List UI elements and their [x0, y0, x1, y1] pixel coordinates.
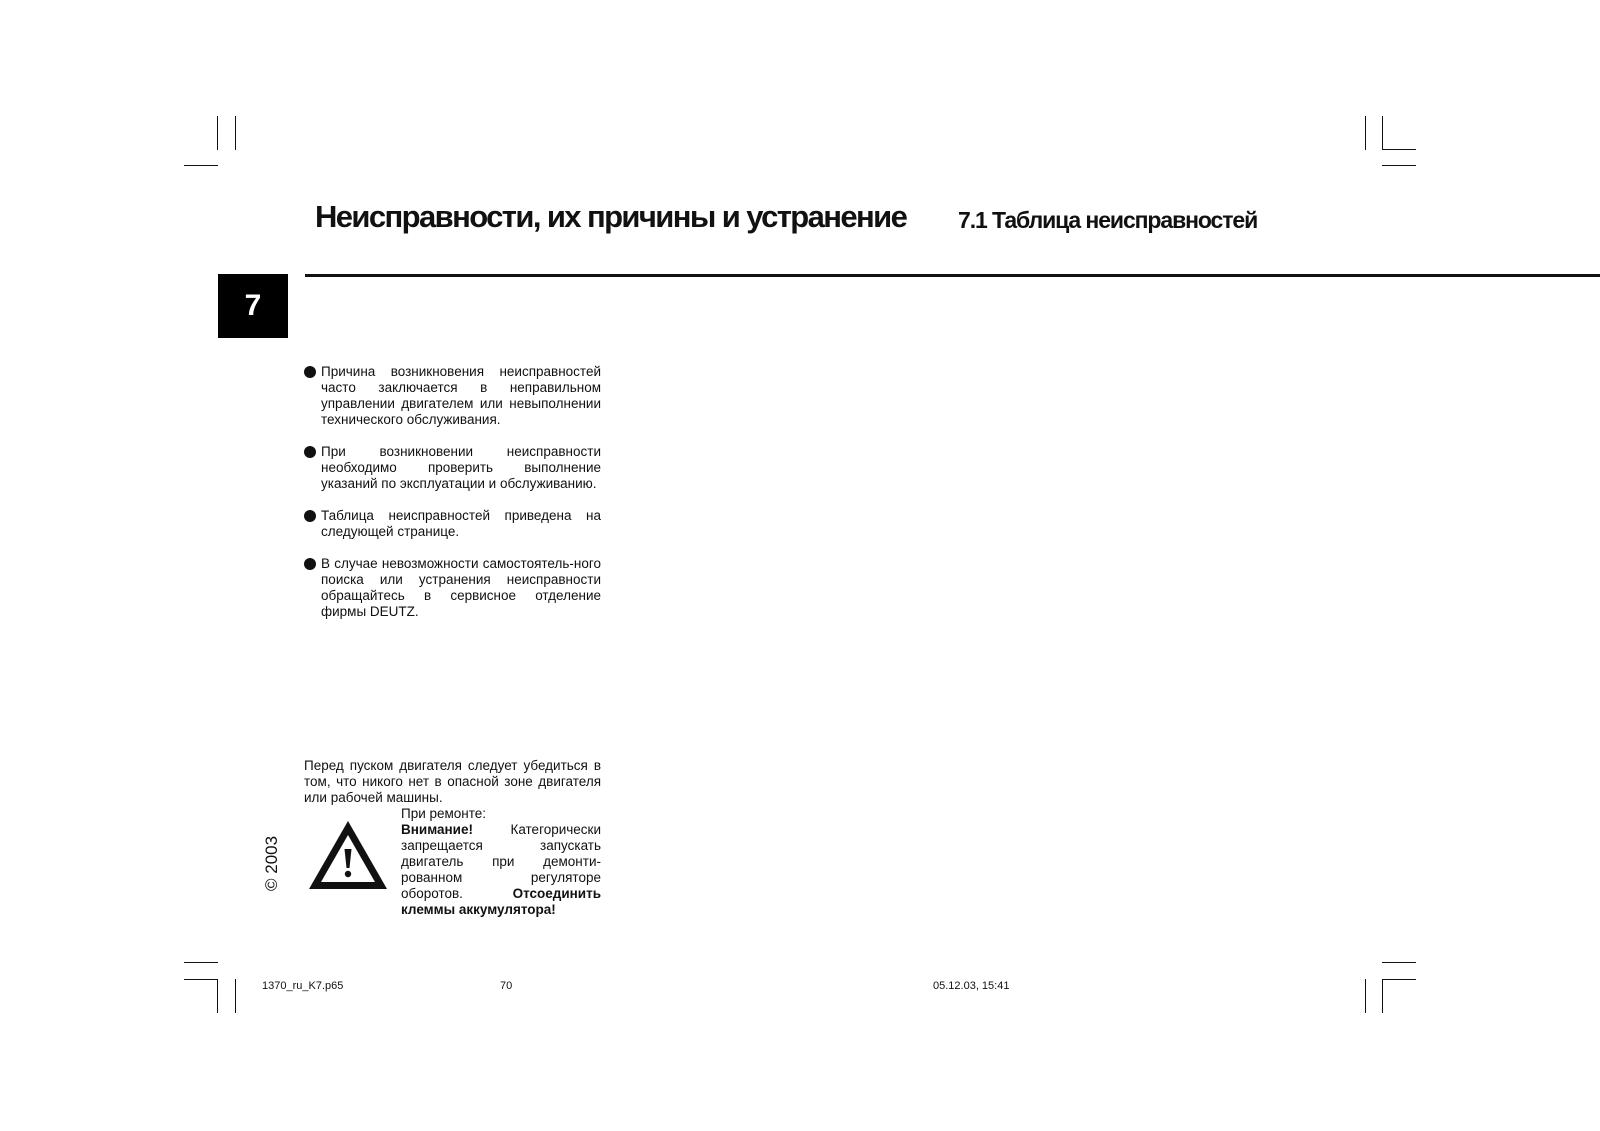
- crop-mark: [217, 979, 218, 1013]
- crop-mark: [217, 116, 218, 150]
- list-item: [304, 556, 601, 620]
- footer-page: 70: [500, 980, 513, 992]
- crop-mark: [184, 962, 218, 963]
- list-item-text: В случае невозможности самостоятель-ного поиска или устранения неисправности обращайтесь в сервисное отделение фирмы DEUTZ.: [321, 556, 601, 619]
- list-item-text: Таблица неисправностей приведена на следующей странице.: [321, 508, 601, 539]
- crop-mark: [1382, 149, 1416, 150]
- crop-mark: [184, 165, 218, 166]
- footer-file: 1370_ru_K7.p65: [262, 980, 344, 992]
- crop-mark: [1365, 979, 1366, 1013]
- crop-mark: [1382, 116, 1383, 150]
- copyright: © 2003: [262, 835, 281, 891]
- warning-message: Категорически запрещается запускать двигатель при демонти-рованном регуляторе оборотов.: [401, 822, 601, 901]
- warning-intro: Перед пуском двигателя следует убедиться в том, что никого нет в опасной зоне двигателя или рабочей машины.: [304, 758, 601, 805]
- section-title: 7.1 Таблица неисправностей: [958, 207, 1258, 233]
- bullet-icon: [304, 446, 316, 458]
- footer-datetime: 05.12.03, 15:41: [933, 980, 1010, 992]
- crop-mark: [1382, 962, 1416, 963]
- warning-text: [401, 806, 601, 918]
- bullet-icon: [304, 510, 316, 522]
- list-item: [304, 508, 601, 540]
- list-item: [304, 444, 601, 492]
- crop-mark: [1382, 979, 1383, 1013]
- chapter-tab: 7: [218, 274, 288, 338]
- page-title: Неисправности, их причины и устранение: [315, 199, 907, 234]
- crop-mark: [1382, 165, 1416, 166]
- crop-mark: [1365, 116, 1366, 150]
- bullet-icon: [304, 558, 316, 570]
- list-item-text: При возникновении неисправности необходимо проверить выполнение указаний по эксплуатации и обслуживанию.: [321, 444, 601, 491]
- attention-label: Внимание!: [401, 822, 473, 837]
- crop-mark: [1382, 979, 1416, 980]
- bullet-icon: [304, 366, 316, 378]
- bullet-list: [304, 364, 601, 636]
- header-rule: [305, 274, 1600, 277]
- warning-body: [401, 822, 601, 918]
- list-item: [304, 364, 601, 428]
- crop-mark: [235, 116, 236, 150]
- warning-bold-end: Отсоединить клеммы аккумулятора!: [401, 886, 601, 917]
- repair-label: При ремонте:: [401, 806, 487, 821]
- crop-mark: [184, 979, 218, 980]
- crop-mark: [235, 979, 236, 1013]
- list-item-text: Причина возникновения неисправностей часто заключается в неправильном управлении двигателем или невыполнении технического обслуживания.: [321, 364, 601, 427]
- warning-triangle-icon: [306, 818, 390, 892]
